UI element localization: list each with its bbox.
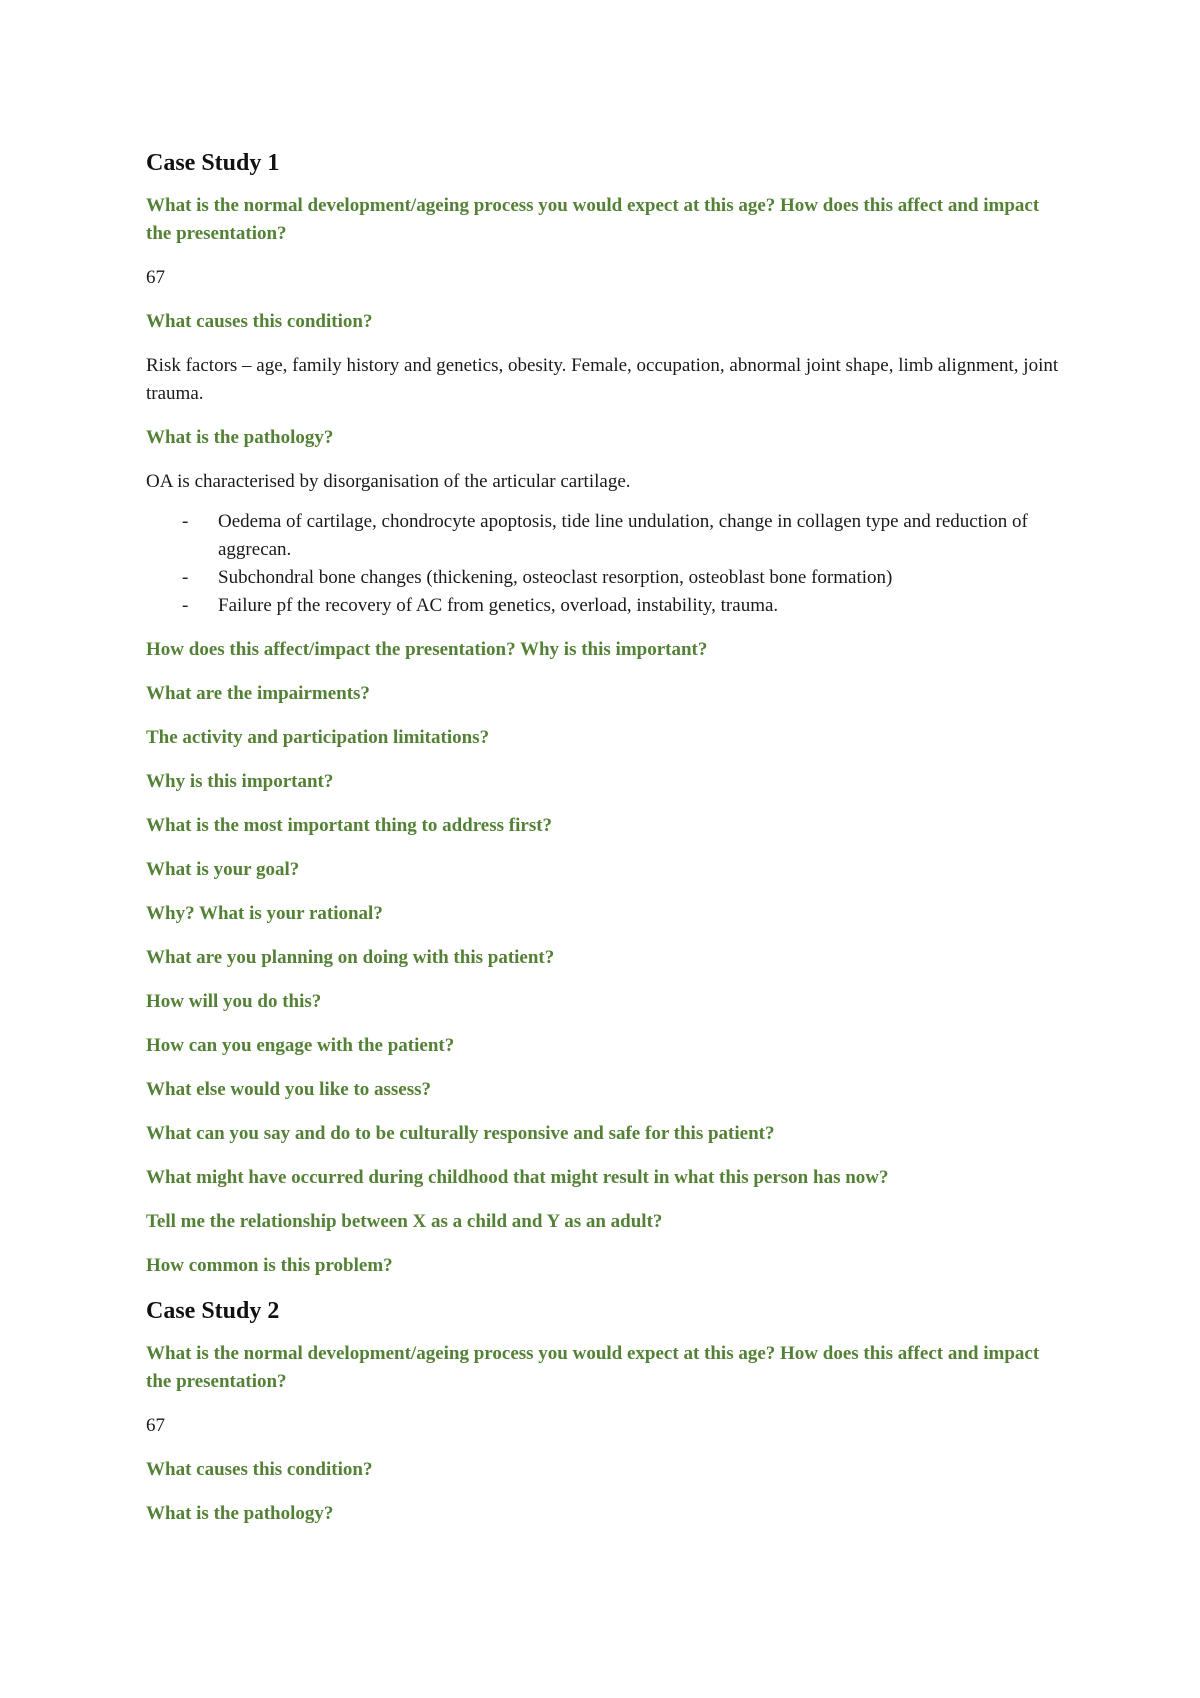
answer-pathology: OA is characterised by disorganisation of the articular cartilage. xyxy=(146,471,631,492)
question-priority: What is the most important thing to address first? xyxy=(146,815,553,836)
question-development: What is the normal development/ageing process you would expect at this age? How does this affect and impact the presentation? xyxy=(146,1343,1040,1392)
question-method: How will you do this? xyxy=(146,991,322,1012)
dash-bullet: - xyxy=(182,511,189,532)
pathology-list-item-text: Oedema of cartilage, chondrocyte apoptosis, tide line undulation, change in collagen type and reduction of aggrecan. xyxy=(218,511,1028,560)
question-pathology: What is the pathology? xyxy=(146,427,334,448)
question-prevalence: How common is this problem? xyxy=(146,1255,393,1276)
pathology-list-item-text: Subchondral bone changes (thickening, osteoclast resorption, osteoblast bone formation) xyxy=(218,567,893,588)
question-plan: What are you planning on doing with this patient? xyxy=(146,947,555,968)
question-childhood: What might have occurred during childhood that might result in what this person has now? xyxy=(146,1167,889,1188)
question-impact: How does this affect/impact the presentation? Why is this important? xyxy=(146,639,708,660)
pathology-list-item xyxy=(182,564,1066,592)
pathology-list-item xyxy=(182,592,1066,620)
question-relationship: Tell me the relationship between X as a child and Y as an adult? xyxy=(146,1211,663,1232)
dash-bullet: - xyxy=(182,567,189,588)
question-goal: What is your goal? xyxy=(146,859,300,880)
dash-bullet: - xyxy=(182,595,189,616)
question-assessment: What else would you like to assess? xyxy=(146,1079,432,1100)
question-causes: What causes this condition? xyxy=(146,311,373,332)
answer-development: 67 xyxy=(146,1415,165,1436)
answer-causes: Risk factors – age, family history and genetics, obesity. Female, occupation, abnormal joint shape, limb alignment, joint trauma. xyxy=(146,355,1059,404)
pathology-list-item-text: Failure pf the recovery of AC from genetics, overload, instability, trauma. xyxy=(218,595,779,616)
question-cultural-safety: What can you say and do to be culturally responsive and safe for this patient? xyxy=(146,1123,775,1144)
case-study-1-title: Case Study 1 xyxy=(146,150,280,176)
pathology-list xyxy=(146,508,1066,620)
question-engagement: How can you engage with the patient? xyxy=(146,1035,455,1056)
question-limitations: The activity and participation limitations? xyxy=(146,727,490,748)
answer-development: 67 xyxy=(146,267,165,288)
question-importance: Why is this important? xyxy=(146,771,334,792)
question-causes: What causes this condition? xyxy=(146,1459,373,1480)
question-pathology: What is the pathology? xyxy=(146,1503,334,1524)
document-page xyxy=(146,148,1066,1544)
question-impairments: What are the impairments? xyxy=(146,683,370,704)
question-rationale: Why? What is your rational? xyxy=(146,903,383,924)
case-study-2-title: Case Study 2 xyxy=(146,1298,280,1324)
question-development: What is the normal development/ageing process you would expect at this age? How does this affect and impact the presentation? xyxy=(146,195,1040,244)
pathology-list-item xyxy=(182,508,1066,564)
